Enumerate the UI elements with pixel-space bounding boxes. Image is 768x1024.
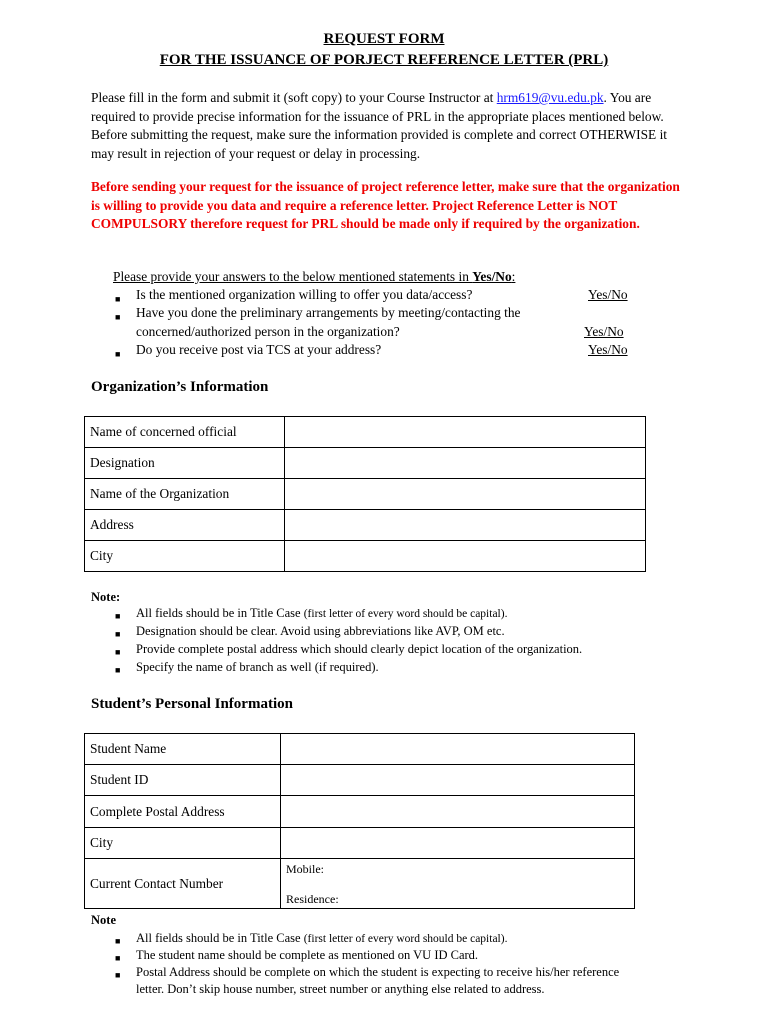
note-text: Postal Address should be complete on which the student is expecting to receive his/her reference [136, 965, 620, 979]
student-note-item [113, 930, 753, 948]
table-row [85, 510, 646, 541]
student-field-label: Student Name [85, 734, 281, 765]
student-address-input[interactable] [281, 796, 635, 828]
org-note-item [113, 641, 753, 658]
bullet-icon: ■ [115, 294, 121, 304]
question-text-line2: concerned/authorized person in the organization? [136, 324, 400, 339]
student-note-label: Note [91, 913, 116, 927]
intro-paragraph [91, 89, 677, 163]
table-row [85, 765, 635, 796]
student-info-table [84, 733, 635, 909]
questions-lead-text: Please provide your answers to the below mentioned statements in [113, 269, 473, 284]
student-id-input[interactable] [281, 765, 635, 796]
org-field-label: Address [85, 510, 285, 541]
org-note-item [113, 623, 753, 640]
org-city-input[interactable] [285, 541, 646, 572]
table-row [85, 417, 646, 448]
question-item [113, 304, 673, 344]
contact-number-cell [281, 859, 635, 909]
table-row [85, 448, 646, 479]
student-note-item [113, 947, 753, 964]
note-text: All fields should be in Title Case [136, 931, 304, 945]
note-text: Designation should be clear. Avoid using abbreviations like AVP, OM etc. [136, 624, 505, 638]
org-note-item [113, 659, 753, 676]
question-text: Do you receive post via TCS at your address? [136, 342, 382, 357]
bullet-icon: ■ [115, 349, 121, 359]
student-city-input[interactable] [281, 828, 635, 859]
bullet-icon: ■ [115, 647, 121, 657]
table-row [85, 828, 635, 859]
bullet-icon: ■ [115, 312, 121, 322]
org-designation-input[interactable] [285, 448, 646, 479]
questions-lead-bold: Yes/No [472, 269, 512, 284]
org-official-input[interactable] [285, 417, 646, 448]
bullet-icon: ■ [115, 953, 121, 963]
question-item [113, 341, 673, 363]
intro-text: Please fill in the form and submit it (soft copy) to your Course Instructor at [91, 90, 497, 105]
note-text: All fields should be in Title Case [136, 606, 304, 620]
org-section-heading: Organization’s Information [91, 379, 269, 395]
note-text: The student name should be complete as mentioned on VU ID Card. [136, 948, 479, 962]
answer-yes-no[interactable]: Yes/No [588, 342, 628, 357]
email-link[interactable]: hrm619@vu.edu.pk [496, 90, 604, 105]
bullet-icon: ■ [115, 936, 121, 946]
intro-text-continued: . You are required to provide precise information for the issuance of PRL in the appropriate places mentioned below. Before submitting the request, make sure the information provided is complete and correct OTHERWISE it may result in rejection of your request or delay in processing. [91, 90, 668, 161]
student-field-label: Complete Postal Address [85, 796, 281, 828]
answer-yes-no[interactable]: Yes/No [588, 287, 628, 302]
question-text: Is the mentioned organization willing to offer you data/access? [136, 287, 473, 302]
table-row [85, 734, 635, 765]
org-field-label: City [85, 541, 285, 572]
student-field-label: City [85, 828, 281, 859]
org-field-label: Designation [85, 448, 285, 479]
org-name-input[interactable] [285, 479, 646, 510]
org-address-input[interactable] [285, 510, 646, 541]
answer-yes-no[interactable]: Yes/No [584, 324, 624, 339]
bullet-icon: ■ [115, 629, 121, 639]
org-field-label: Name of the Organization [85, 479, 285, 510]
student-name-input[interactable] [281, 734, 635, 765]
bullet-icon: ■ [115, 665, 121, 675]
org-info-table [84, 416, 646, 572]
residence-label[interactable]: Residence: [286, 892, 339, 906]
questions-lead [113, 268, 515, 287]
student-section-heading: Student’s Personal Information [91, 696, 293, 712]
org-note-label: Note: [91, 590, 121, 604]
mobile-label[interactable]: Mobile: [286, 862, 324, 876]
note-text-small: (first letter of every word should be capital). [303, 933, 508, 945]
bullet-icon: ■ [115, 970, 121, 980]
table-row [85, 541, 646, 572]
warning-text: Before sending your request for the issuance of project reference letter, make sure that the organization is willing to provide you data and require a reference letter. Project Reference Letter is NOT COMPULSORY therefore request for PRL should be made only if required by the organization. [91, 179, 680, 231]
question-text: Have you done the preliminary arrangements by meeting/contacting the [136, 305, 521, 320]
student-note-item [113, 964, 753, 998]
org-field-label: Name of concerned official [85, 417, 285, 448]
student-field-label: Current Contact Number [85, 859, 281, 909]
form-subtitle: FOR THE ISSUANCE OF PORJECT REFERENCE LETTER (PRL) [159, 52, 609, 68]
table-row [85, 859, 635, 909]
note-text: Specify the name of branch as well (if required). [136, 660, 379, 674]
student-field-label: Student ID [85, 765, 281, 796]
note-text-small: (first letter of every word should be capital). [303, 608, 508, 620]
bullet-icon: ■ [115, 611, 121, 621]
table-row [85, 796, 635, 828]
note-text: Provide complete postal address which should clearly depict location of the organization. [136, 642, 583, 656]
table-row [85, 479, 646, 510]
questions-lead-end: : [511, 269, 516, 284]
form-title: REQUEST FORM [323, 31, 445, 47]
note-text-line2: letter. Don’t skip house number, street number or anything else related to address. [136, 982, 545, 996]
org-note-item [113, 605, 753, 623]
